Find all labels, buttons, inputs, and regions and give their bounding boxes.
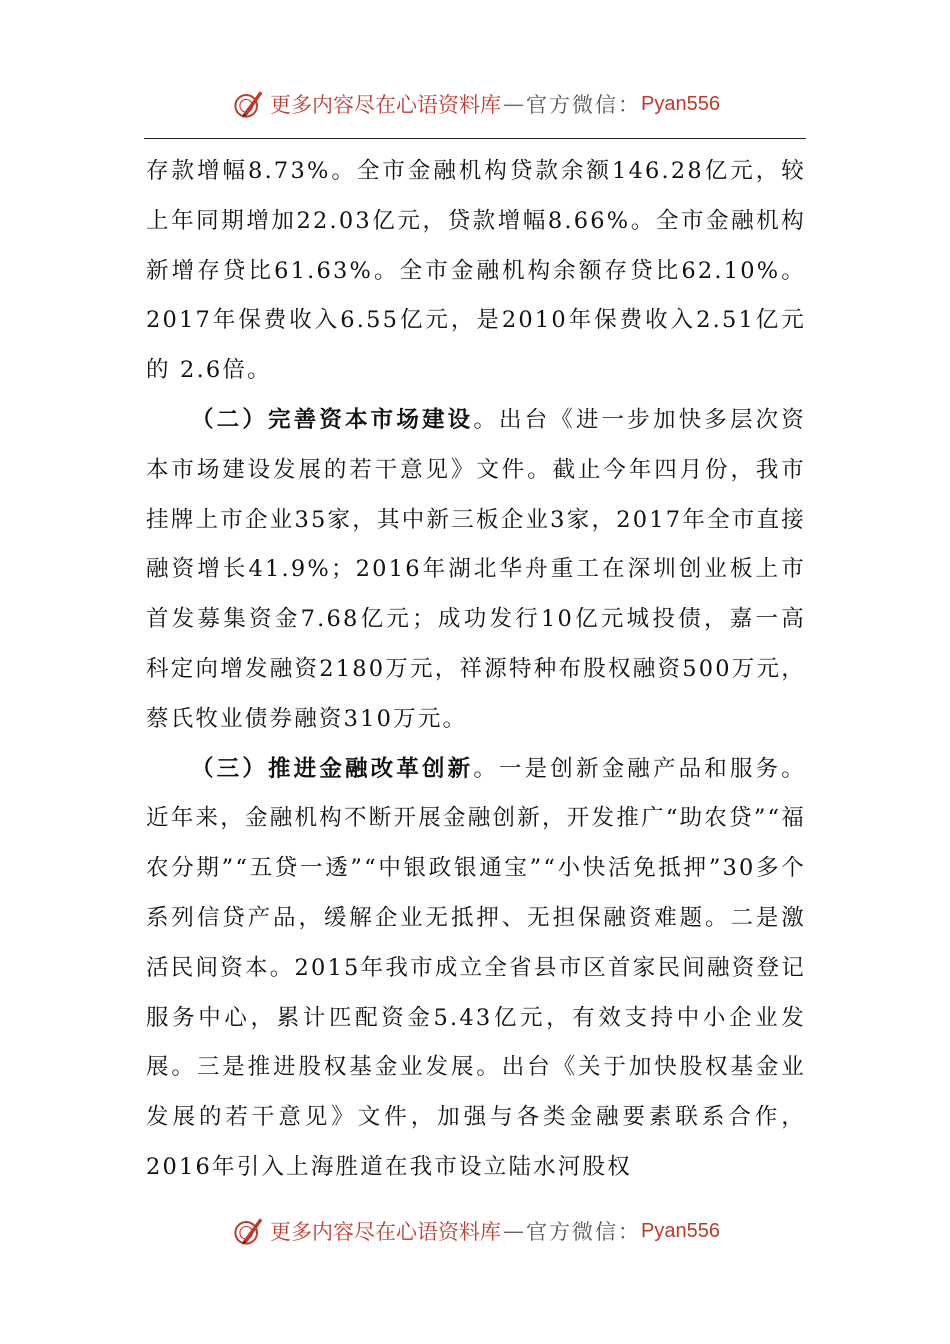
paragraph-2 bbox=[146, 396, 806, 745]
pen-seal-logo-icon bbox=[230, 86, 266, 122]
paragraph-text: 存款增幅8.73%。全市金融机构贷款余额146.28亿元，较上年同期增加22.03亿元，贷款增幅8.66%。全市金融机构新增存贷比61.63%。全市金融机构余额存贷比62.10%。2017年保费收入6.55亿元，是2010年保费收入2.51亿元的 2.6倍。 bbox=[146, 158, 806, 384]
document-body bbox=[146, 147, 806, 1193]
banner-separator: — bbox=[503, 1219, 525, 1243]
paragraph-text: 。一是创新金融产品和服务。近年来，金融机构不断开展金融创新，开发推广“助农贷”“福农分期”“五贷一透”“中银政银通宝”“小快活免抵押”30多个系列信贷产品，缓解企业无抵押、无担保融资难题。二是激活民间资本。2015年我市成立全省县市区首家民间融资登记服务中心，累计匹配资金5.43亿元，有效支持中小企业发展。三是推进股权基金业发展。出台《关于加快股权基金业发展的若干意见》文件，加强与各类金融要素联系合作，2016年引入上海胜道在我市设立陆水河股权 bbox=[146, 755, 806, 1180]
paragraph-text: 。出台《进一步加快多层次资本市场建设发展的若干意见》文件。截止今年四月份，我市挂牌上市企业35家，其中新三板企业3家，2017年全市直接融资增长41.9%；2016年湖北华舟重工在深圳创业板上市首发募集资金7.68亿元；成功发行10亿元城投债，嘉一高科定向增发融资2180万元，祥源特种布股权融资500万元，蔡氏牧业债券融资310万元。 bbox=[146, 406, 806, 732]
banner-wechat-id: Pyan556 bbox=[641, 92, 720, 115]
header-rule bbox=[144, 138, 806, 139]
pen-seal-logo-icon bbox=[230, 1213, 266, 1249]
paragraph-lead: （二）完善资本市场建设 bbox=[191, 406, 474, 433]
banner-main-text: 更多内容尽在心语资料库 bbox=[270, 1220, 502, 1244]
paragraph-lead: （三）推进金融改革创新 bbox=[191, 755, 474, 782]
header-banner bbox=[0, 84, 950, 124]
banner-wechat-id: Pyan556 bbox=[641, 1219, 720, 1242]
banner-separator: — bbox=[503, 92, 525, 116]
banner-wechat-label: 官方微信： bbox=[526, 93, 642, 117]
paragraph-3 bbox=[146, 745, 806, 1193]
banner-main-text: 更多内容尽在心语资料库 bbox=[270, 93, 502, 117]
banner-wechat-label: 官方微信： bbox=[526, 1220, 642, 1244]
footer-banner bbox=[0, 1211, 950, 1251]
paragraph-1 bbox=[146, 147, 806, 396]
